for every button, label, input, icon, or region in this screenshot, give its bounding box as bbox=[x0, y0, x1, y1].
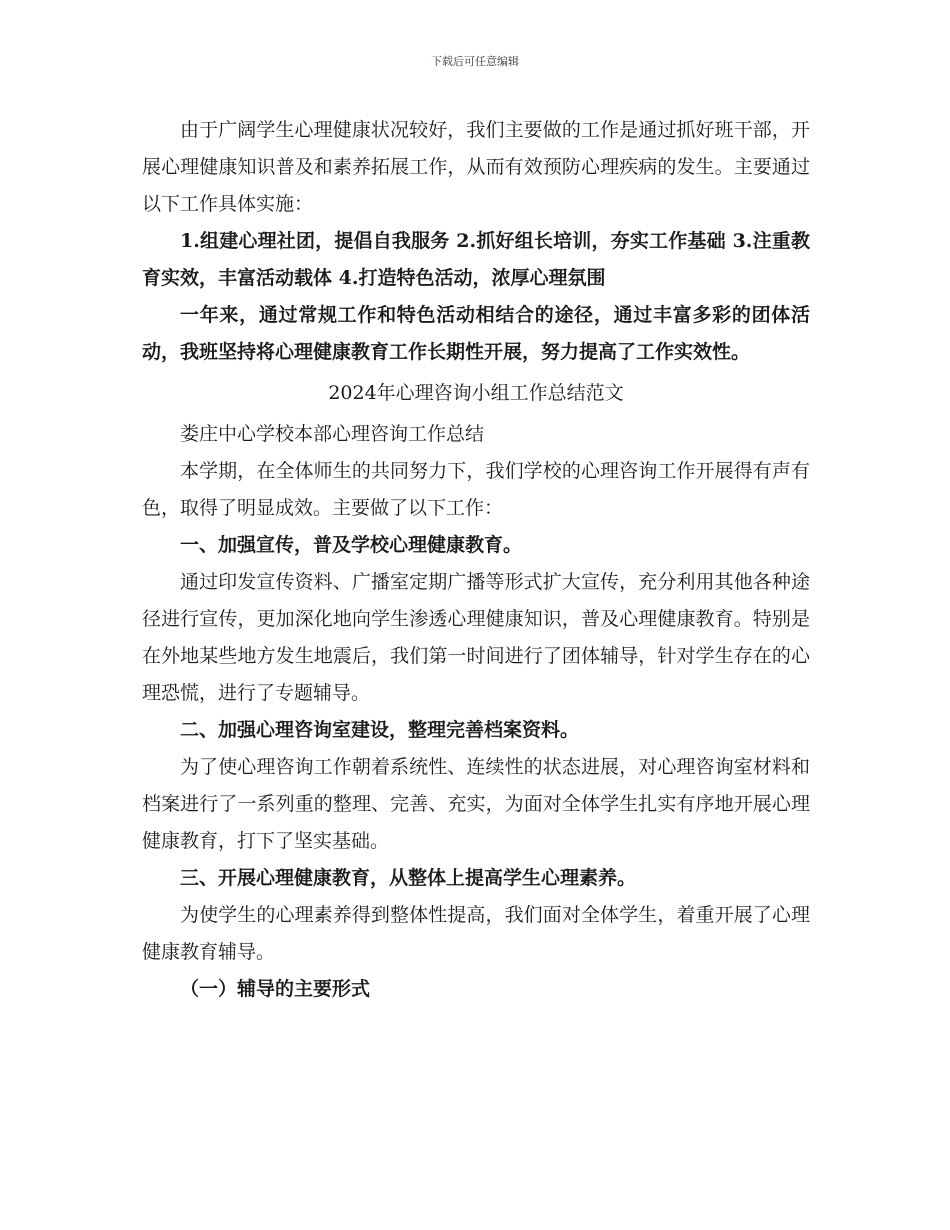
article-paragraph-2: 通过印发宣传资料、广播室定期广播等形式扩大宣传，充分利用其他各种途径进行宣传，更加深化地向学生渗透心理健康知识，普及心理健康教育。特别是在外地某些地方发生地震后，我们第一时间进行了团体辅导，针对学生存在的心理恐慌，进行了专题辅导。 bbox=[142, 571, 810, 704]
section-heading-3: 三、开展心理健康教育，从整体上提高学生心理素养。 bbox=[180, 867, 637, 889]
section-heading-1: 一、加强宣传，普及学校心理健康教育。 bbox=[180, 534, 523, 556]
intro-paragraph-3: 一年来，通过常规工作和特色活动相结合的途径，通过丰富多彩的团体活动，我班坚持将心理健康教育工作长期性开展，努力提高了工作实效性。 bbox=[142, 304, 810, 363]
document-body bbox=[142, 112, 810, 1008]
article-title: 2024年心理咨询小组工作总结范文 bbox=[328, 382, 624, 404]
article-subtitle: 娄庄中心学校本部心理咨询工作总结 bbox=[180, 423, 485, 445]
article-paragraph-1: 本学期，在全体师生的共同努力下，我们学校的心理咨询工作开展得有声有色，取得了明显成效。主要做了以下工作： bbox=[142, 460, 810, 519]
page-header: 下载后可任意编辑 bbox=[431, 55, 519, 68]
article-paragraph-4: 为使学生的心理素养得到整体性提高，我们面对全体学生，着重开展了心理健康教育辅导。 bbox=[142, 904, 810, 963]
article-paragraph-3: 为了使心理咨询工作朝着系统性、连续性的状态进展，对心理咨询室材料和档案进行了一系列重的整理、完善、充实，为面对全体学生扎实有序地开展心理健康教育，打下了坚实基础。 bbox=[142, 756, 810, 852]
intro-paragraph-1: 由于广阔学生心理健康状况较好，我们主要做的工作是通过抓好班干部，开展心理健康知识普及和素养拓展工作，从而有效预防心理疾病的发生。主要通过以下工作具体实施： bbox=[142, 119, 810, 215]
intro-list-paragraph: 1.组建心理社团，提倡自我服务 2.抓好组长培训，夯实工作基础 3.注重教育实效，丰富活动载体 4.打造特色活动，浓厚心理氛围 bbox=[142, 230, 810, 289]
subsection-heading-1: （一）辅导的主要形式 bbox=[180, 978, 371, 1000]
section-heading-2: 二、加强心理咨询室建设，整理完善档案资料。 bbox=[180, 719, 580, 741]
